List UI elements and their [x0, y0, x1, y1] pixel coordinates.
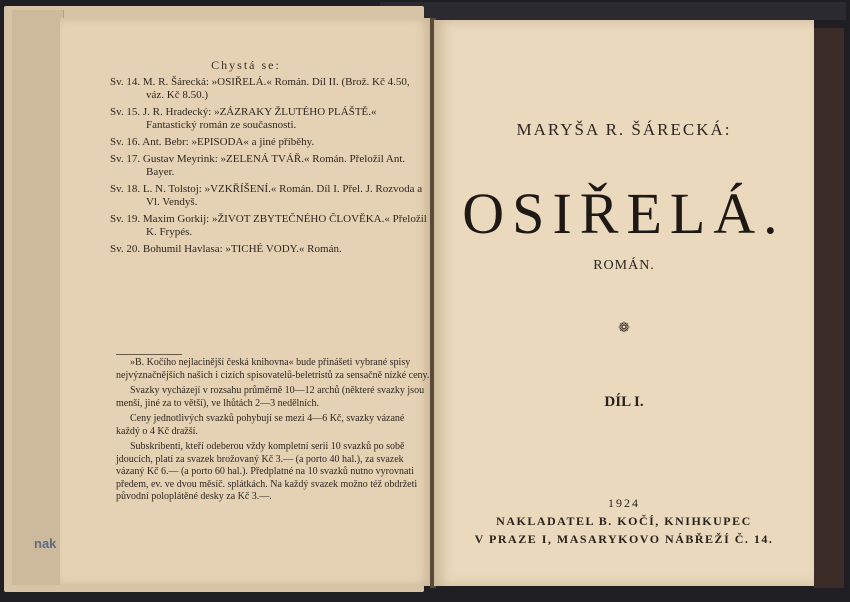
genre-label: ROMÁN. [593, 258, 655, 273]
list-item: Sv. 16. Ant. Bebr: »EPISODA« a jiné příběhy. [110, 136, 315, 148]
list-item: Sv. 19. Maxim Gorkij: »ŽIVOT ZBYTEČNÉHO ČLOVĚKA.« Přeložil K. Frypés. [110, 213, 427, 238]
ornament-icon: ❁ [618, 321, 630, 336]
divider [116, 354, 182, 355]
book-cover-edge [814, 28, 844, 588]
title-page [434, 20, 814, 586]
underlying-page-strip [12, 10, 64, 585]
list-item: Sv. 20. Bohumil Havlasa: »TICHÉ VODY.« Román. [110, 243, 342, 255]
publication-year: 1924 [608, 496, 640, 510]
forthcoming-list [110, 76, 428, 260]
note-paragraph: »B. Kočího nejlacinější česká knihovna« bude přinášeti vybrané spisy nejvýznačnějších našich i cizích spisovatelů-beletristů za sensačně nízké ceny. [116, 357, 430, 381]
list-item: Sv. 17. Gustav Meyrink: »ZELENÁ TVÁŘ.« Román. Přeložil Ant. Bayer. [110, 153, 406, 178]
spine-label: nak [34, 536, 57, 551]
note-paragraph: Svazky vycházejí v rozsahu průměrně 10—12 archů (některé svazky jsou menší, jiné za to větší), ve lhůtách 2—3 nedělních. [116, 385, 425, 409]
note-paragraph: Subskribenti, kteří odeberou vždy kompletní serii 10 svazků po sobě jdoucích, platí za svazek brožovaný Kč 3.— (a porto 40 hal.), za svazek vázaný Kč 6.— (a porto 60 hal.). Předplatné na 10 svazků nutno vyrovnati předem, ev. ve dvou měsíč. splátkách. Na každý svazek možno též obdržeti původní poloplátěné desky za Kč 3.—. [116, 441, 418, 502]
background-top [380, 2, 846, 20]
note-paragraph: Ceny jednotlivých svazků pohybují se mezi 4—6 Kč, svazky vázané každý o 4 Kč dražší. [116, 413, 405, 437]
list-item: Sv. 15. J. R. Hradecký: »ZÁZRAKY ŽLUTÉHO PLÁŠTĚ.« Fantastický román ze současnosti. [110, 106, 377, 131]
left-page [60, 18, 432, 586]
part-label: DÍL I. [604, 394, 644, 410]
publisher-line-1: NAKLADATEL B. KOČÍ, KNIHKUPEC [496, 514, 752, 528]
series-note [116, 354, 430, 507]
list-item: Sv. 14. M. R. Šárecká: »OSIŘELÁ.« Román. Díl II. (Brož. Kč 4.50, váz. Kč 8.50.) [110, 76, 410, 101]
author-name: MARYŠA R. ŠÁRECKÁ: [516, 120, 732, 139]
forthcoming-heading: Chystá se: [211, 58, 281, 72]
list-item: Sv. 18. L. N. Tolstoj: »VZKŘÍŠENÍ.« Román. Díl I. Přel. J. Rozvoda a Vl. Vendyš. [110, 183, 423, 208]
book-title: OSIŘELÁ. [462, 181, 786, 246]
publisher-line-2: V PRAZE I, MASARYKOVO NÁBŘEŽÍ Č. 14. [474, 532, 774, 546]
